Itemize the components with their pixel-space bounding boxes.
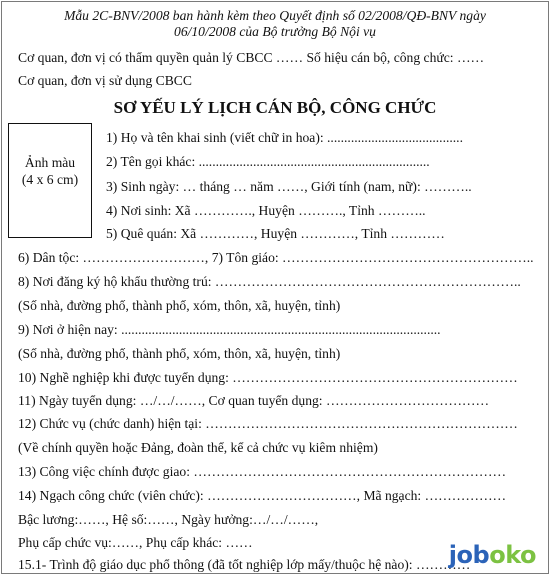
- photo-box: [8, 123, 92, 238]
- field-hometown: 5) Quê quán: Xã …………, Huyện …………, Tỉnh …………: [106, 226, 445, 241]
- field-occupation: 10) Nghề nghiệp khi được tuyển dụng: ………………………………………………………: [18, 370, 518, 385]
- form-title: SƠ YẾU LÝ LỊCH CÁN BỘ, CÔNG CHỨC: [113, 98, 437, 117]
- current-residence-note: (Số nhà, đường phố, thành phố, xóm, thôn, xã, huyện, tỉnh): [18, 346, 341, 361]
- field-birth-date: 3) Sinh ngày: … tháng … năm ……, Giới tính (nam, nữ): ………..: [106, 179, 472, 194]
- field-ethnicity-religion: 6) Dân tộc: ………………………, 7) Tôn giáo: ………………………………………………..: [18, 250, 534, 265]
- field-main-work: 13) Công việc chính được giao: ……………………………………………………………: [18, 464, 507, 479]
- header-line-2: 06/10/2008 của Bộ trưởng Bộ Nội vụ: [174, 24, 376, 39]
- field-education: 15.1- Trình độ giáo dục phổ thông (đã tốt nghiệp lớp mấy/thuộc hệ nào): …………: [18, 557, 471, 572]
- field-current-residence: 9) Nơi ở hiện nay: ..............................................................................................: [18, 322, 441, 337]
- field-position: 12) Chức vụ (chức danh) hiện tại: ……………………………………………………………: [18, 416, 518, 431]
- joboko-logo: [449, 541, 536, 569]
- managing-agency-line: Cơ quan, đơn vị có thẩm quyền quản lý CBCC …… Số hiệu cán bộ, công chức: ……: [18, 50, 485, 65]
- field-allowance: Phụ cấp chức vụ:……, Phụ cấp khác: ……: [18, 535, 253, 550]
- logo-part-1: job: [448, 541, 490, 569]
- form-header: [2, 8, 548, 40]
- field-full-name: 1) Họ và tên khai sinh (viết chữ in hoa): ........................................: [106, 130, 463, 145]
- form-page: [1, 1, 549, 574]
- field-other-name: 2) Tên gọi khác: ....................................................................: [106, 154, 430, 169]
- field-birth-place: 4) Nơi sinh: Xã …………., Huyện ………., Tỉnh ………..: [106, 203, 426, 218]
- field-recruitment: 11) Ngày tuyển dụng: …/…/……, Cơ quan tuyển dụng: ………………………………: [18, 393, 490, 408]
- logo-part-2: oko: [489, 541, 536, 569]
- photo-size: (4 x 6 cm): [21, 172, 79, 187]
- header-line-1: Mẫu 2C-BNV/2008 ban hành kèm theo Quyết định số 02/2008/QĐ-BNV ngày: [64, 8, 486, 23]
- field-civil-rank: 14) Ngạch công chức (viên chức): ……………………………, Mã ngạch: ………………: [18, 488, 507, 503]
- photo-label: Ảnh màu: [24, 155, 76, 170]
- residence-note: (Số nhà, đường phố, thành phố, xóm, thôn, xã, huyện, tỉnh): [18, 298, 341, 313]
- position-note: (Về chính quyền hoặc Đảng, đoàn thể, kể cả chức vụ kiêm nhiệm): [18, 440, 378, 455]
- using-agency-line: Cơ quan, đơn vị sử dụng CBCC: [18, 73, 192, 88]
- field-salary: Bậc lương:……, Hệ số:……, Ngày hưởng:…/…/……,: [18, 512, 319, 527]
- field-registered-residence: 8) Nơi đăng ký hộ khẩu thường trú: …………………………………………………………..: [18, 274, 521, 289]
